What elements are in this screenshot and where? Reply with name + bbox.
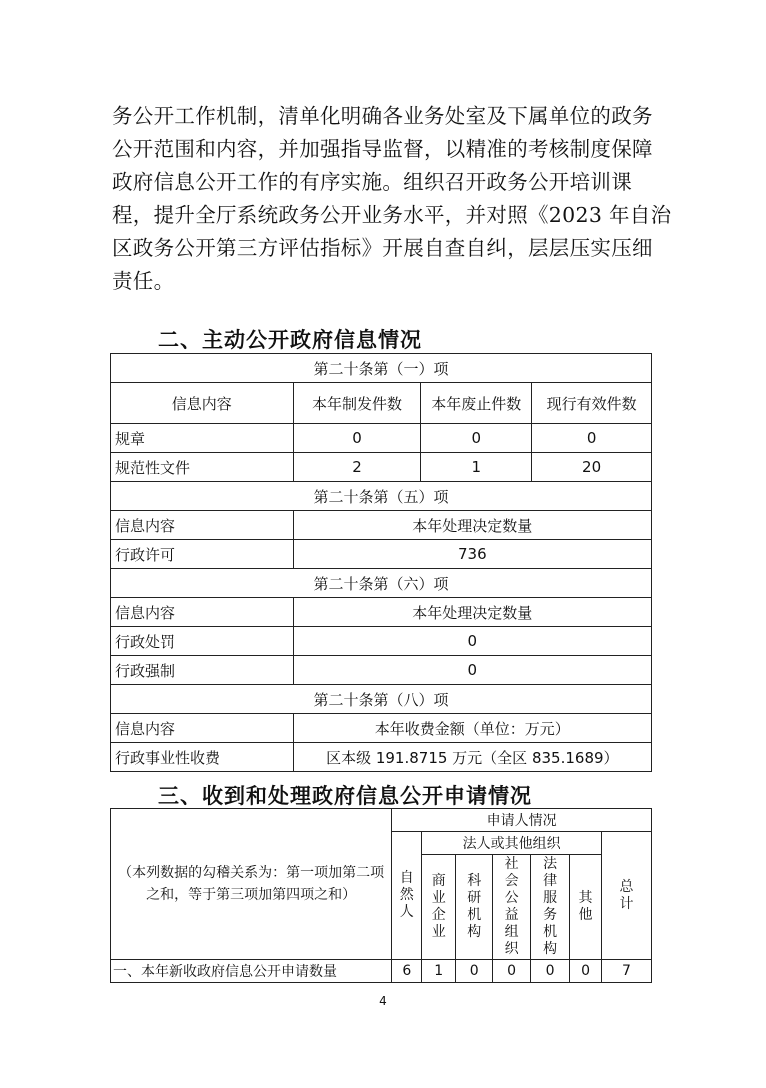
row-label: 信息内容	[111, 598, 294, 627]
section-3-heading: 三、收到和处理政府信息公开申请情况	[158, 784, 532, 808]
cell-value: 0	[456, 960, 493, 983]
row-label-normative-docs: 规范性文件	[111, 453, 294, 482]
row-label-new-applications: 一、本年新收政府信息公开申请数量	[111, 960, 392, 983]
page-number: 4	[379, 994, 387, 1008]
article-20-1-title: 第二十条第（一）项	[111, 354, 652, 383]
cell-value: 0	[421, 424, 532, 453]
row-label: 信息内容	[111, 714, 294, 743]
paragraph-line: 公开范围和内容，并加强指导监督，以精准的考核制度保障	[112, 137, 653, 161]
col-natural-person	[392, 832, 422, 960]
cell-value: 0	[293, 424, 421, 453]
col-label: 社会公益组织	[504, 856, 519, 957]
column-header: 本年收费金额（单位：万元）	[293, 714, 651, 743]
cell-value: 0	[293, 627, 651, 656]
paragraph-line: 务公开工作机制，清单化明确各业务处室及下属单位的政务	[112, 104, 653, 128]
column-header: 本年处理决定数量	[293, 598, 651, 627]
cell-value: 区本级 191.8715 万元（全区 835.1689）	[293, 743, 651, 772]
paragraph-line: 程，提升全厅系统政务公开业务水平，并对照《2023 年自治	[112, 203, 672, 227]
col-label: 法律服务机构	[543, 856, 558, 957]
reconciliation-note: （本列数据的勾稽关系为：第一项加第二项之和，等于第三项加第四项之和）	[118, 865, 385, 903]
col-research	[456, 855, 493, 960]
cell-value: 20	[532, 453, 652, 482]
header-effective: 现行有效件数	[532, 383, 652, 424]
cell-value: 7	[602, 960, 652, 983]
application-handling-table	[110, 808, 652, 983]
cell-value: 1	[422, 960, 456, 983]
col-other	[570, 855, 602, 960]
column-header: 本年处理决定数量	[293, 511, 651, 540]
col-social-welfare	[493, 855, 531, 960]
cell-value: 0	[570, 960, 602, 983]
row-label: 信息内容	[111, 511, 294, 540]
header-abolished: 本年废止件数	[421, 383, 532, 424]
cell-value: 1	[421, 453, 532, 482]
col-label: 其他	[578, 890, 593, 923]
note-cell	[111, 809, 392, 960]
article-20-5-title: 第二十条第（五）项	[111, 482, 652, 511]
proactive-disclosure-table	[110, 353, 652, 772]
cell-value: 736	[293, 540, 651, 569]
cell-value: 0	[532, 424, 652, 453]
col-legal-service	[531, 855, 570, 960]
body-paragraph	[112, 100, 672, 298]
paragraph-line: 政府信息公开工作的有序实施。组织召开政务公开培训课	[112, 170, 632, 194]
article-20-6-title: 第二十条第（六）项	[111, 569, 652, 598]
col-commercial	[422, 855, 456, 960]
cell-value: 2	[293, 453, 421, 482]
paragraph-line: 区政务公开第三方评估指标》开展自查自纠，层层压实压细	[112, 236, 653, 260]
cell-value: 6	[392, 960, 422, 983]
cell-value: 0	[493, 960, 531, 983]
col-total	[602, 832, 652, 960]
legal-entity-header: 法人或其他组织	[422, 832, 602, 855]
applicant-header: 申请人情况	[392, 809, 652, 832]
col-label: 总计	[619, 878, 634, 912]
header-issued: 本年制发件数	[293, 383, 421, 424]
row-label-admin-penalty: 行政处罚	[111, 627, 294, 656]
col-label: 商业企业	[431, 873, 446, 940]
row-label-admin-licensing: 行政许可	[111, 540, 294, 569]
col-label: 科研机构	[467, 873, 482, 940]
article-20-8-title: 第二十条第（八）项	[111, 685, 652, 714]
section-2-heading: 二、主动公开政府信息情况	[158, 328, 422, 352]
paragraph-line: 责任。	[112, 269, 175, 293]
row-label-admin-enforcement: 行政强制	[111, 656, 294, 685]
cell-value: 0	[293, 656, 651, 685]
cell-value: 0	[531, 960, 570, 983]
col-label: 自然人	[399, 870, 414, 920]
header-info-content: 信息内容	[111, 383, 294, 424]
row-label-admin-fees: 行政事业性收费	[111, 743, 294, 772]
row-label-regulations: 规章	[111, 424, 294, 453]
